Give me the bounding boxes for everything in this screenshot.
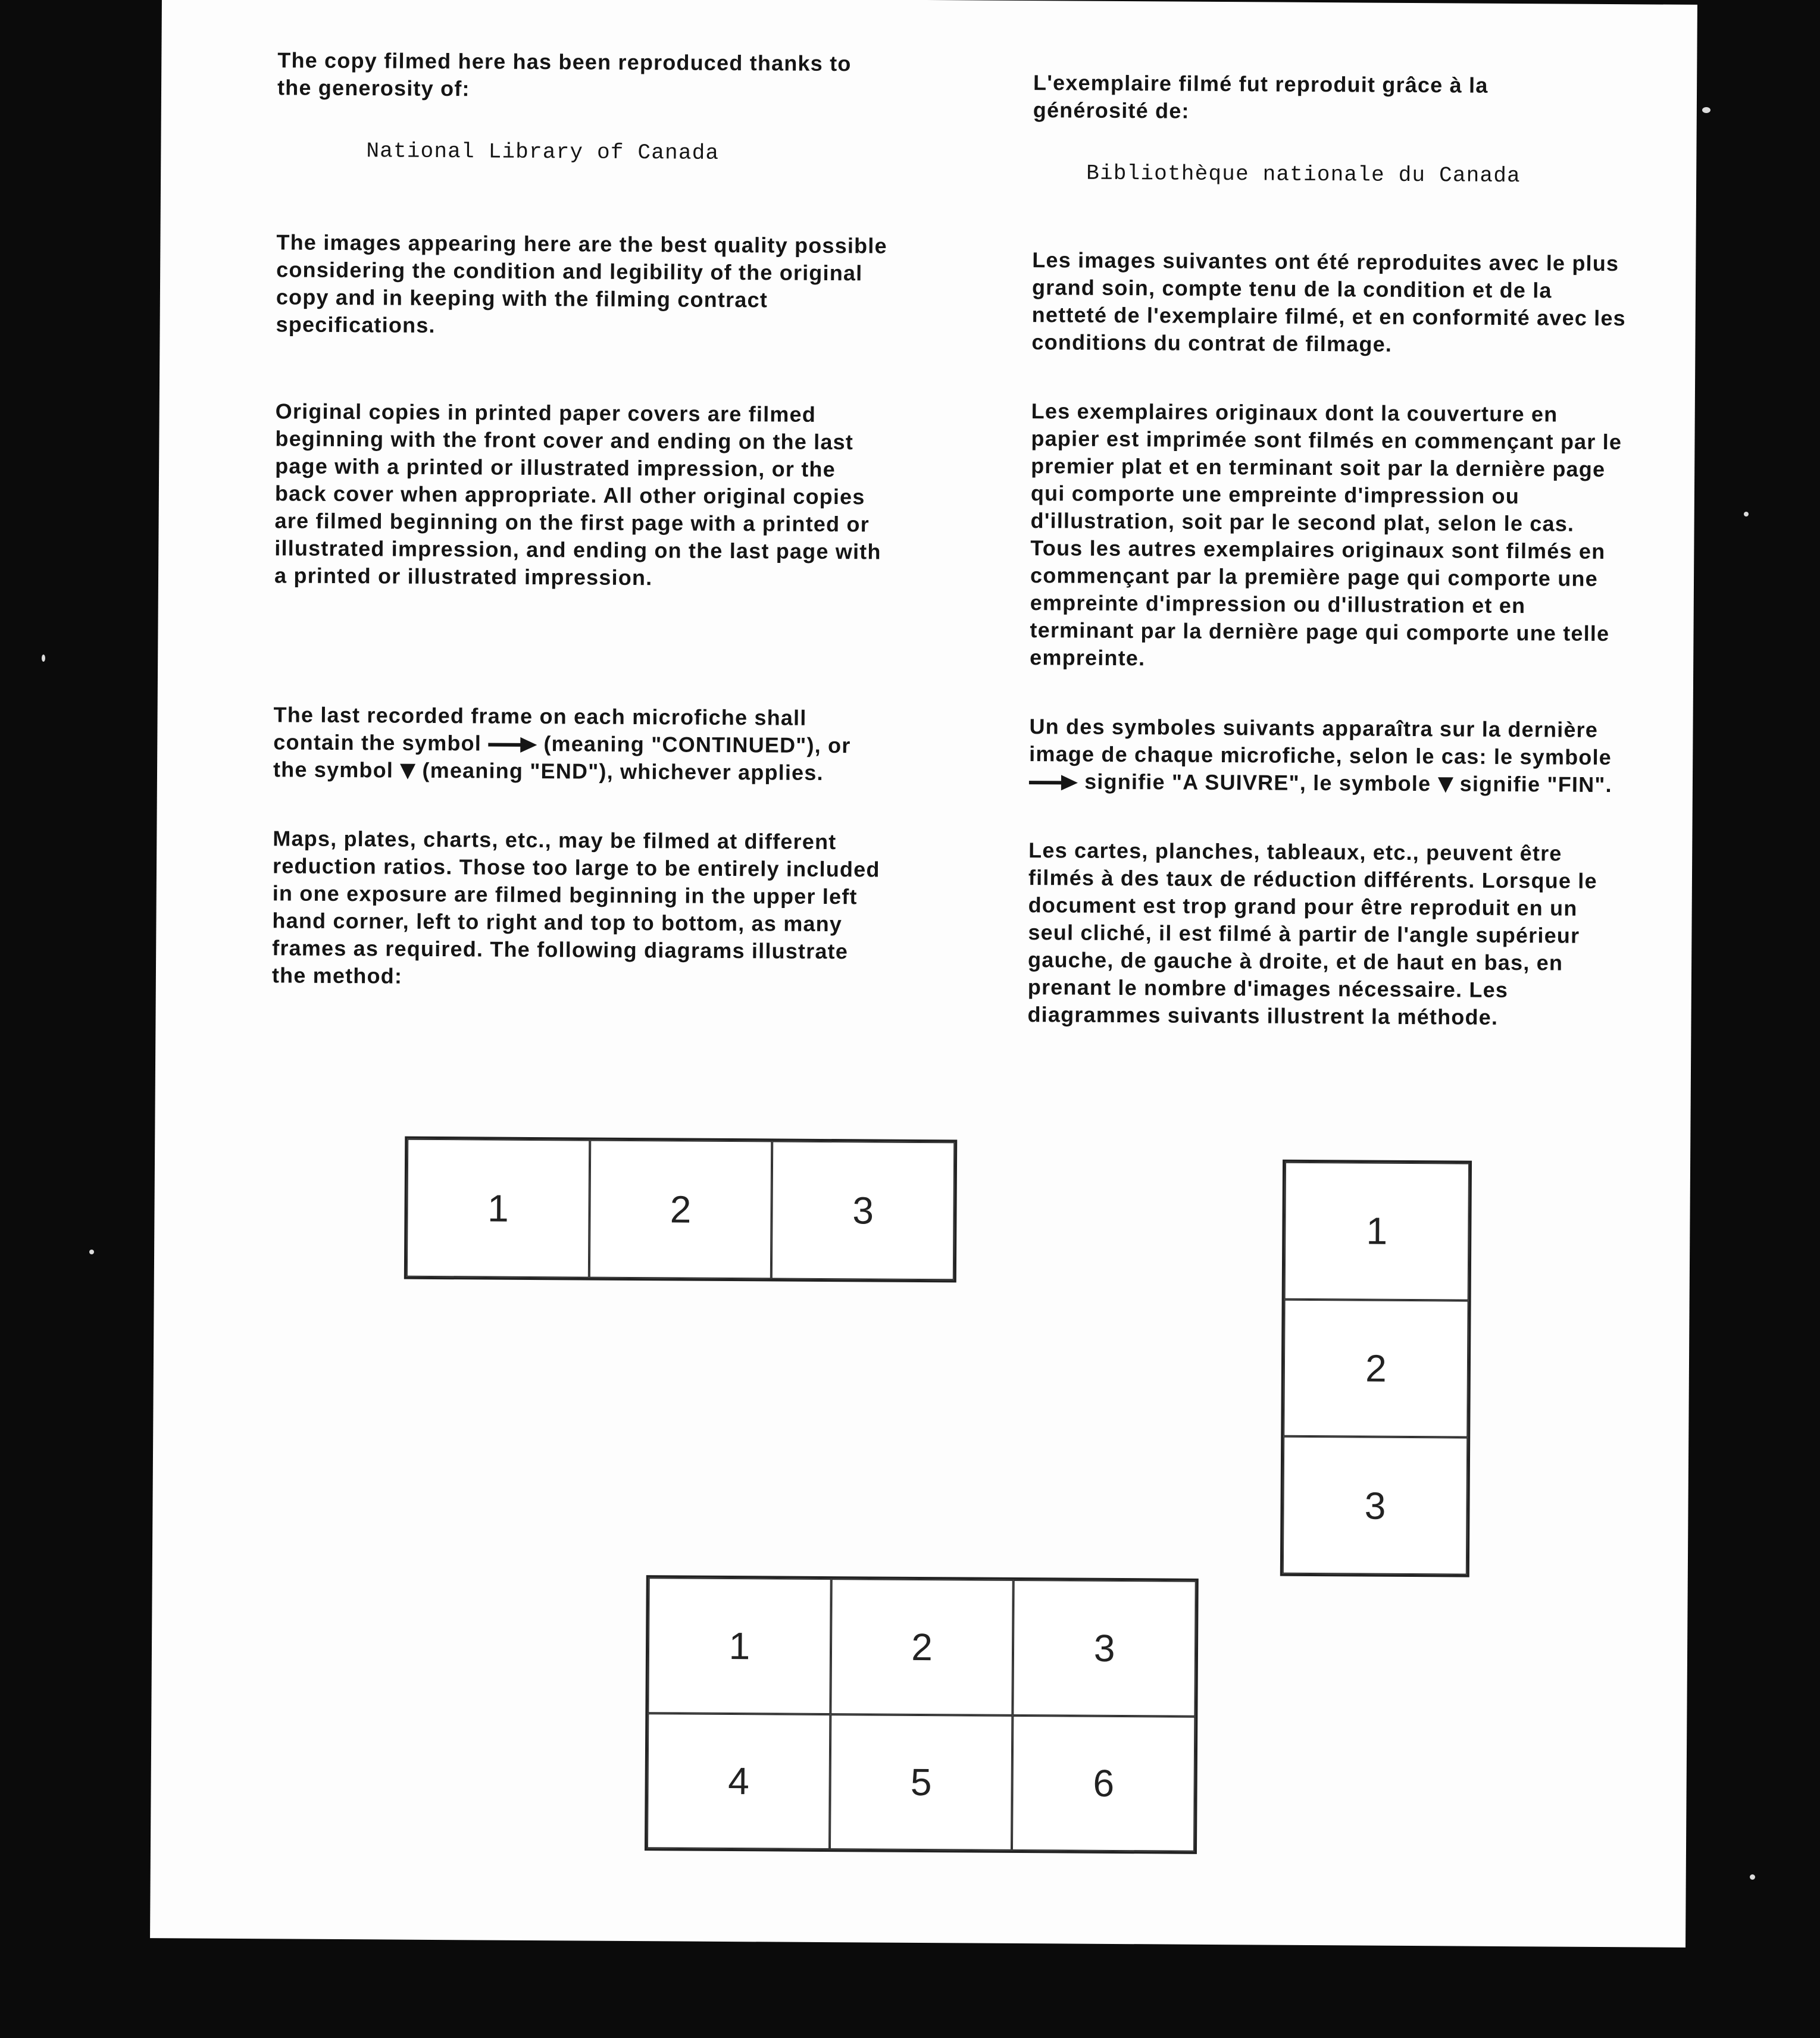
end-triangle-icon [400, 764, 415, 779]
intro-fr: L'exemplaire filmé fut reproduit grâce à la générosité de: [1033, 70, 1488, 123]
quality-paragraph-fr: Les images suivantes ont été reproduites avec le plus grand soin, compte tenu de la condition et de la netteté de l'exemplaire filmé, et en conformité avec les conditions du contrat de filmage. [1031, 248, 1626, 356]
diagram-cell: 3 [1013, 1580, 1196, 1716]
french-column [1027, 69, 1634, 1032]
maps-paragraph-en: Maps, plates, charts, etc., may be filmed at different reduction ratios. Those too large to be entirely included in one exposure are filmed beginning in the upper left hand corner, left to right and top to bottom, as many frames as required. The following diagrams illustrate the method: [271, 826, 880, 988]
english-column [272, 46, 891, 993]
film-speck [42, 655, 45, 662]
symbols-text-1: The last recorded frame on each microfiche shall contain the symbol [273, 702, 807, 756]
covers-paragraph-fr: Les exemplaires originaux dont la couverture en papier est imprimée sont filmés en commençant par le premier plat et en terminant soit par la dernière page qui comporte une empreinte d'impression ou d'illustration, soit par le second plat, selon le cas. Tous les autres exemplaires originaux sont filmés en commençant par la première page qui comporte une empreinte d'impression ou d'illustration et en terminant par la dernière page qui comporte une telle empreinte. [1030, 399, 1622, 671]
symbols-paragraph-en [273, 701, 887, 787]
quality-paragraph-en: The images appearing here are the best quality possible considering the condition and legibility of the original copy and in keeping with the filming contract specifications. [276, 230, 887, 337]
diagram-cell: 2 [589, 1140, 772, 1279]
symbols-text-fr-2: signifie "A SUIVRE", le symbole [1084, 769, 1431, 796]
library-name-fr: Bibliothèque nationale du Canada [1086, 161, 1521, 189]
intro-en: The copy filmed here has been reproduced thanks to the generosity of: [277, 48, 852, 101]
diagram-cell: 5 [830, 1714, 1013, 1851]
film-speck [1750, 1874, 1755, 1880]
symbols-text-3: (meaning "END"), whichever applies. [422, 757, 824, 785]
symbols-text-2: (meaning "CONTINUED"), or the symbol [273, 731, 851, 782]
diagram-horizontal [404, 1137, 957, 1283]
symbols-text-fr-1: Un des symboles suivants apparaîtra sur la dernière image de chaque microfiche, selon le cas: le symbole [1029, 714, 1612, 770]
diagram-cell: 3 [1283, 1436, 1468, 1575]
diagram-cell: 1 [648, 1577, 831, 1714]
diagram-cell: 1 [406, 1139, 590, 1278]
document-page [150, 0, 1697, 1948]
symbols-paragraph-fr [1029, 713, 1631, 799]
fin-triangle-icon [1437, 778, 1453, 793]
library-name-en: National Library of Canada [366, 139, 720, 165]
maps-paragraph-fr: Les cartes, planches, tableaux, etc., peuvent être filmés à des taux de réduction différents. Lorsque le document est trop grand pour être reproduit en un seul cliché, il est filmé à partir de l'angle supérieur gauche, de gauche à droite, et de haut en bas, en prenant le nombre d'images nécessaire. Les diagrammes suivants illustrent la méthode. [1027, 838, 1597, 1029]
film-speck [89, 1250, 94, 1254]
film-speck [1702, 107, 1710, 113]
diagram-cell: 2 [830, 1579, 1014, 1715]
diagram-cell: 6 [1012, 1715, 1195, 1851]
continued-arrow-icon [488, 737, 537, 753]
a-suivre-arrow-icon [1029, 775, 1078, 791]
diagram-vertical [1280, 1160, 1472, 1577]
diagram-cell: 2 [1283, 1299, 1468, 1438]
symbols-text-fr-3: signifie "FIN". [1459, 771, 1612, 797]
covers-paragraph-en: Original copies in printed paper covers are filmed beginning with the front cover and ending on the last page with a printed or illustrated impression, or the back cover when appropriate. All other original copies are filmed beginning on the first page with a printed or illustrated impression, and ending on the last page with a printed or illustrated impression. [274, 399, 881, 590]
film-speck [1744, 512, 1749, 516]
diagram-cell: 4 [647, 1713, 830, 1849]
diagram-cell: 3 [771, 1141, 955, 1280]
diagram-grid [645, 1575, 1199, 1854]
diagram-cell: 1 [1284, 1162, 1469, 1301]
